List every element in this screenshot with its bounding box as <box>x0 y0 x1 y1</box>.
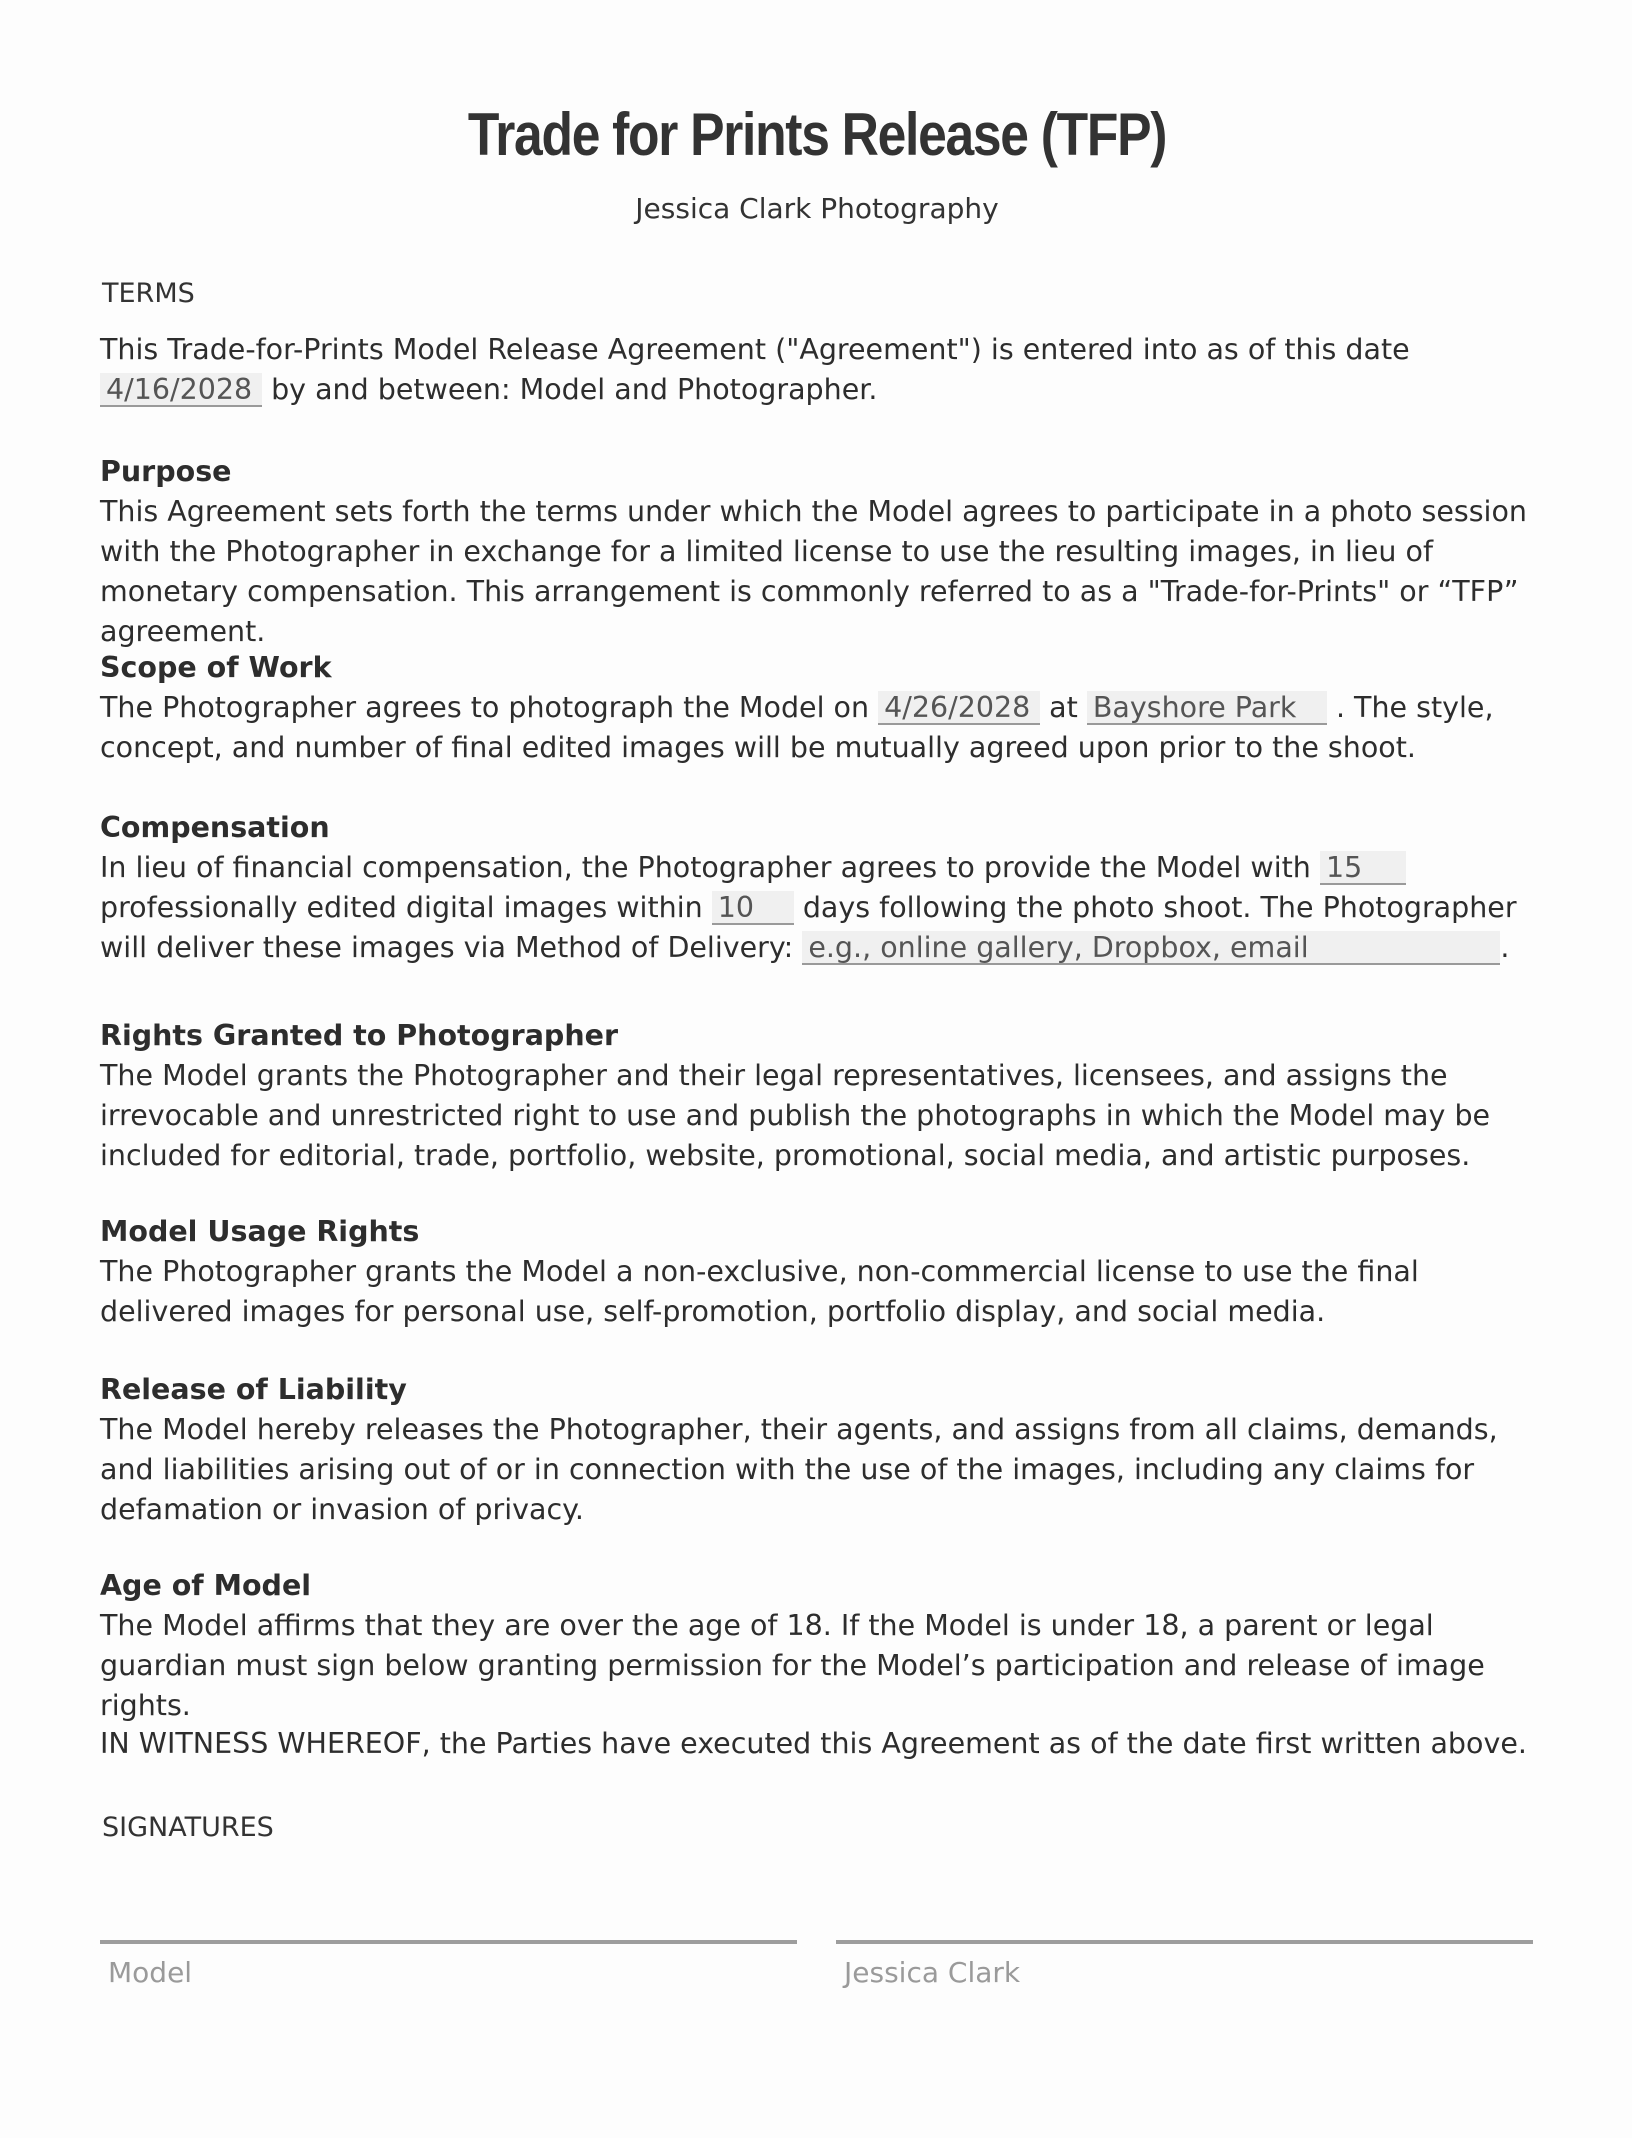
image-count-field[interactable]: 15 <box>1320 851 1406 885</box>
liability-text: The Model hereby releases the Photographer, their agents, and assigns from all claims, demands, and liabilities arising out of or in connection with the use of the images, including any claims for defamation or invasion of privacy. <box>100 1413 1498 1526</box>
photographer-signature-label: Jessica Clark <box>844 1956 1021 1989</box>
intro-paragraph <box>100 330 1534 410</box>
compensation-text-1: In lieu of financial compensation, the Photographer agrees to provide the Model with <box>100 851 1311 884</box>
compensation-section <box>100 808 1534 968</box>
usage-text: The Photographer grants the Model a non-exclusive, non-commercial license to use the final delivered images for personal use, self-promotion, portfolio display, and social media. <box>100 1255 1419 1328</box>
days-field[interactable]: 10 <box>712 891 794 925</box>
intro-text-before: This Trade-for-Prints Model Release Agreement ("Agreement") is entered into as of this date <box>100 333 1410 366</box>
shoot-date-field[interactable]: 4/26/2028 <box>878 691 1040 725</box>
purpose-section <box>100 452 1534 652</box>
compensation-heading: Compensation <box>100 811 330 844</box>
scope-text-3: . The style, concept, and number of final edited images will be mutually agreed upon prior to the shoot. <box>100 691 1494 764</box>
page-subtitle: Jessica Clark Photography <box>635 192 999 225</box>
signatures-section-label: SIGNATURES <box>102 1812 274 1843</box>
age-heading: Age of Model <box>100 1569 312 1602</box>
usage-heading: Model Usage Rights <box>100 1215 420 1248</box>
delivery-method-field[interactable]: e.g., online gallery, Dropbox, email <box>802 931 1500 965</box>
compensation-text-4: . <box>1500 931 1510 964</box>
scope-section <box>100 648 1534 768</box>
model-signature-label: Model <box>108 1956 193 1989</box>
liability-heading: Release of Liability <box>100 1373 407 1406</box>
purpose-text: This Agreement sets forth the terms under which the Model agrees to participate in a photo session with the Photographer in exchange for a limited license to use the resulting images, in lieu of monetary compensation. This arrangement is commonly referred to as a "Trade-for-Prints" or “TFP” agreement. <box>100 495 1527 648</box>
location-field[interactable]: Bayshore Park <box>1087 691 1327 725</box>
agreement-date-field[interactable]: 4/16/2028 <box>100 373 262 407</box>
rights-text: The Model grants the Photographer and their legal representatives, licensees, and assigns the irrevocable and unrestricted right to use and publish the photographs in which the Model may be included for editorial, trade, portfolio, website, promotional, social media, and artistic purposes. <box>100 1059 1491 1172</box>
page-title: Trade for Prints Release (TFP) <box>467 101 1167 168</box>
terms-section-label: TERMS <box>102 278 195 309</box>
model-signature-line[interactable] <box>100 1940 797 1944</box>
scope-text-2: at <box>1049 691 1078 724</box>
age-text: The Model affirms that they are over the age of 18. If the Model is under 18, a parent or legal guardian must sign below granting permission for the Model’s participation and release of image rights. <box>100 1609 1485 1722</box>
rights-heading: Rights Granted to Photographer <box>100 1019 619 1052</box>
witness-paragraph: IN WITNESS WHEREOF, the Parties have executed this Agreement as of the date first written above. <box>100 1727 1527 1760</box>
compensation-text-2: professionally edited digital images within <box>100 891 703 924</box>
usage-section <box>100 1212 1534 1332</box>
liability-section <box>100 1370 1534 1530</box>
purpose-heading: Purpose <box>100 455 232 488</box>
age-section <box>100 1566 1534 1726</box>
rights-section <box>100 1016 1534 1176</box>
compensation-text-3: days following the photo shoot. The Photographer will deliver these images via Method of Delivery: <box>100 891 1517 964</box>
scope-text-1: The Photographer agrees to photograph the Model on <box>100 691 870 724</box>
scope-heading: Scope of Work <box>100 651 332 684</box>
intro-text-after: by and between: Model and Photographer. <box>271 373 878 406</box>
photographer-signature-line[interactable] <box>836 1940 1533 1944</box>
